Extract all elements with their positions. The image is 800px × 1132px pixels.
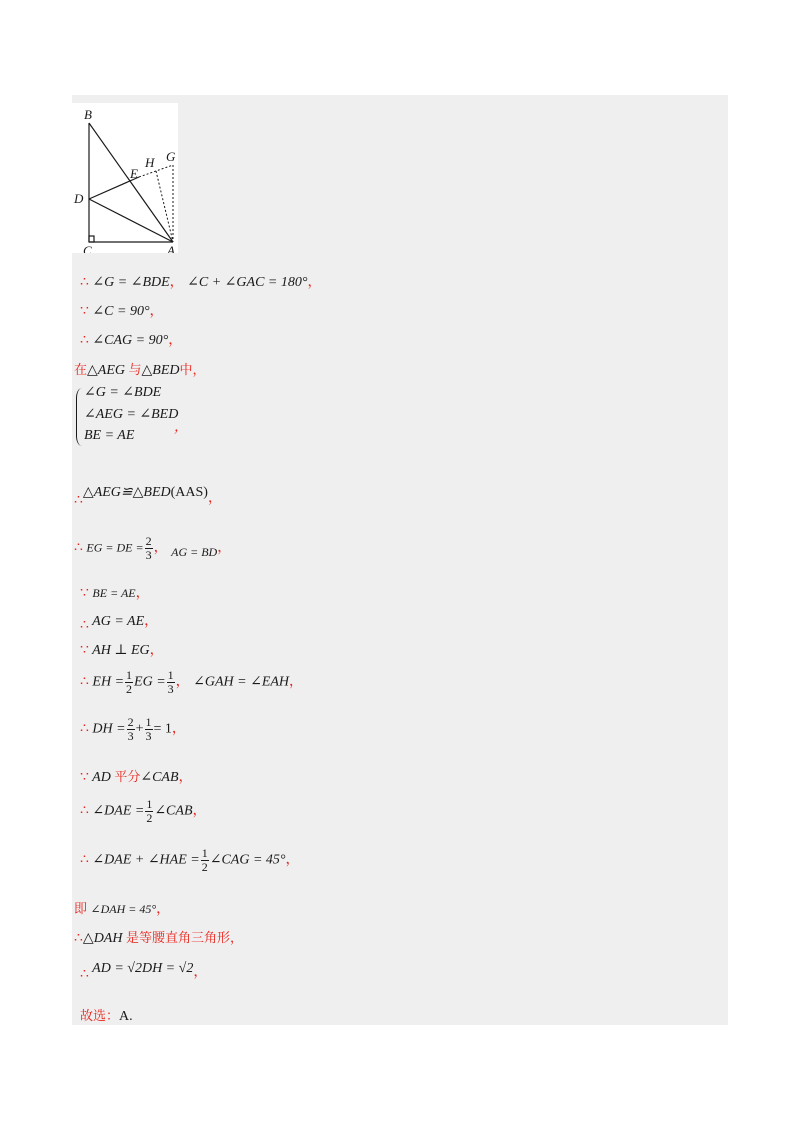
comma: ， (156, 902, 171, 917)
therefore-symbol: ∴ (74, 493, 83, 508)
math-expr: ∠CAG = 90° (92, 333, 169, 348)
math-expr: AD (92, 770, 111, 785)
text-bisects: 平分 (114, 770, 141, 785)
right-angle-mark (89, 236, 94, 242)
math-expr: AG = AE (92, 614, 145, 629)
line-10 (80, 669, 303, 696)
comma: ， (171, 721, 186, 737)
because-symbol: ∵ (80, 643, 89, 658)
math-expr: ∠CAG = 45° (209, 852, 286, 868)
math-expr: ∠GAH = ∠EAH (193, 674, 290, 690)
label-G: G (166, 149, 176, 164)
label-D: D (74, 191, 84, 206)
numerator: 1 (126, 668, 133, 682)
therefore-symbol: ∴ (80, 803, 89, 819)
comma: ， (174, 420, 188, 435)
label-B: B (84, 107, 92, 122)
line-9 (80, 639, 164, 659)
math-expr: ∠DAE = (92, 803, 145, 819)
math-expr: ∠DAH = 45° (90, 902, 157, 916)
because-symbol: ∵ (80, 586, 89, 601)
fraction (145, 716, 153, 743)
therefore-symbol: ∴ (80, 333, 89, 348)
math-expr: AH ⊥ EG (92, 643, 150, 658)
line-15 (74, 898, 170, 918)
comma: ， (178, 770, 193, 785)
label-A: A (167, 243, 175, 253)
math-aas: (AAS) (170, 485, 208, 500)
line-11 (80, 716, 186, 743)
comma: ， (144, 614, 159, 629)
segment-BA (89, 123, 173, 242)
therefore-symbol: ∴ (80, 618, 89, 633)
numerator: 1 (145, 715, 152, 729)
line-7 (80, 582, 150, 602)
numerator: 2 (127, 715, 134, 729)
comma: ， (289, 674, 304, 690)
line-14 (80, 847, 300, 874)
period: . (129, 1009, 133, 1024)
comma: ， (193, 965, 208, 980)
line-16 (74, 927, 243, 947)
denominator: 3 (145, 729, 152, 743)
therefore-symbol: ∴ (74, 931, 83, 946)
line-12 (80, 766, 193, 786)
comma: ， (153, 540, 168, 556)
denominator: 3 (127, 729, 134, 743)
comma: ， (192, 803, 207, 819)
therefore-symbol: ∴ (80, 852, 89, 868)
triangle-AEG: △AEG (87, 363, 125, 378)
comma: ， (207, 491, 222, 506)
numerator: 1 (201, 846, 208, 860)
comma: ， (149, 304, 164, 319)
text-isosceles-right: 是等腰直角三角形， (125, 931, 243, 946)
therefore-symbol: ∴ (80, 967, 89, 982)
text-zai: 在 (74, 363, 88, 378)
denominator: 2 (146, 811, 153, 825)
line-2 (80, 300, 164, 320)
line-1 (80, 271, 321, 291)
line-5 (74, 481, 222, 508)
math-expr: EG = (134, 674, 166, 690)
line-6 (74, 535, 231, 562)
fraction (127, 716, 135, 743)
therefore-symbol: ∴ (80, 674, 89, 690)
left-brace (76, 388, 83, 446)
math-expr: EG = DE = (86, 540, 144, 555)
line-18 (80, 1005, 133, 1025)
line-3 (80, 329, 182, 349)
segment-DA (89, 199, 173, 242)
math-expr: ∠C = 90° (92, 304, 150, 319)
denominator: 2 (126, 682, 133, 696)
comma: ， (217, 540, 232, 556)
numerator: 1 (167, 668, 174, 682)
math-expr: DH = (92, 721, 126, 737)
denominator: 2 (201, 860, 208, 874)
comma: ， (149, 643, 164, 658)
line-8 (80, 610, 159, 633)
because-symbol: ∵ (80, 304, 89, 319)
triangle-DAH: △DAH (82, 931, 123, 946)
therefore-symbol: ∴ (80, 275, 89, 290)
math-expr: AD = √2DH = √2 (92, 961, 194, 976)
math-expr: △AEG≌△BED (82, 485, 171, 500)
math-expr: ∠CAB (140, 770, 179, 785)
system-row-3: BE = AE (84, 428, 135, 443)
math-expr: ∠CAB (154, 803, 193, 819)
triangle-BED: △BED (141, 363, 180, 378)
label-E: E (130, 166, 138, 181)
comma: ， (169, 275, 184, 290)
denominator: 3 (167, 682, 174, 696)
numerator: 2 (145, 534, 152, 548)
math-expr: ∠DAE + ∠HAE = (92, 852, 200, 868)
math-expr: EH = (92, 674, 125, 690)
comma: ， (135, 586, 150, 601)
fraction (201, 847, 209, 874)
line-13 (80, 798, 207, 825)
text-ji: 即 (74, 902, 88, 917)
math-expr: BE = AE (92, 586, 136, 600)
math-expr: ∠C + ∠GAC = 180° (187, 275, 308, 290)
system-row-2: ∠AEG = ∠BED (84, 407, 179, 422)
numerator: 1 (146, 797, 153, 811)
geometry-figure (72, 103, 178, 253)
comma: ， (168, 333, 183, 348)
line-4 (74, 359, 206, 379)
triangle-diagram (72, 103, 178, 253)
text-answer-label: 故选： (80, 1009, 120, 1024)
label-C: C (83, 243, 92, 253)
fraction (125, 669, 133, 696)
math-expr: = 1 (153, 721, 172, 737)
therefore-symbol: ∴ (74, 540, 83, 556)
answer-choice: A (119, 1009, 130, 1024)
math-expr: ∠G = ∠BDE (92, 275, 170, 290)
plus-sign: + (135, 721, 144, 737)
comma: ， (307, 275, 322, 290)
denominator: 3 (145, 548, 152, 562)
comma: ， (285, 852, 300, 868)
label-H: H (145, 155, 155, 170)
comma: ， (175, 674, 190, 690)
line-17 (80, 957, 208, 982)
fraction (145, 535, 153, 562)
solution-panel (72, 95, 728, 1025)
segment-HA-dashed (156, 171, 173, 242)
because-symbol: ∵ (80, 770, 89, 785)
fraction (167, 669, 175, 696)
fraction (145, 798, 153, 825)
system-row-1: ∠G = ∠BDE (84, 385, 162, 400)
math-expr: AG = BD (171, 544, 218, 559)
text-yu: 与 (128, 363, 142, 378)
text-zhong: 中， (179, 363, 206, 378)
therefore-symbol: ∴ (80, 721, 89, 737)
